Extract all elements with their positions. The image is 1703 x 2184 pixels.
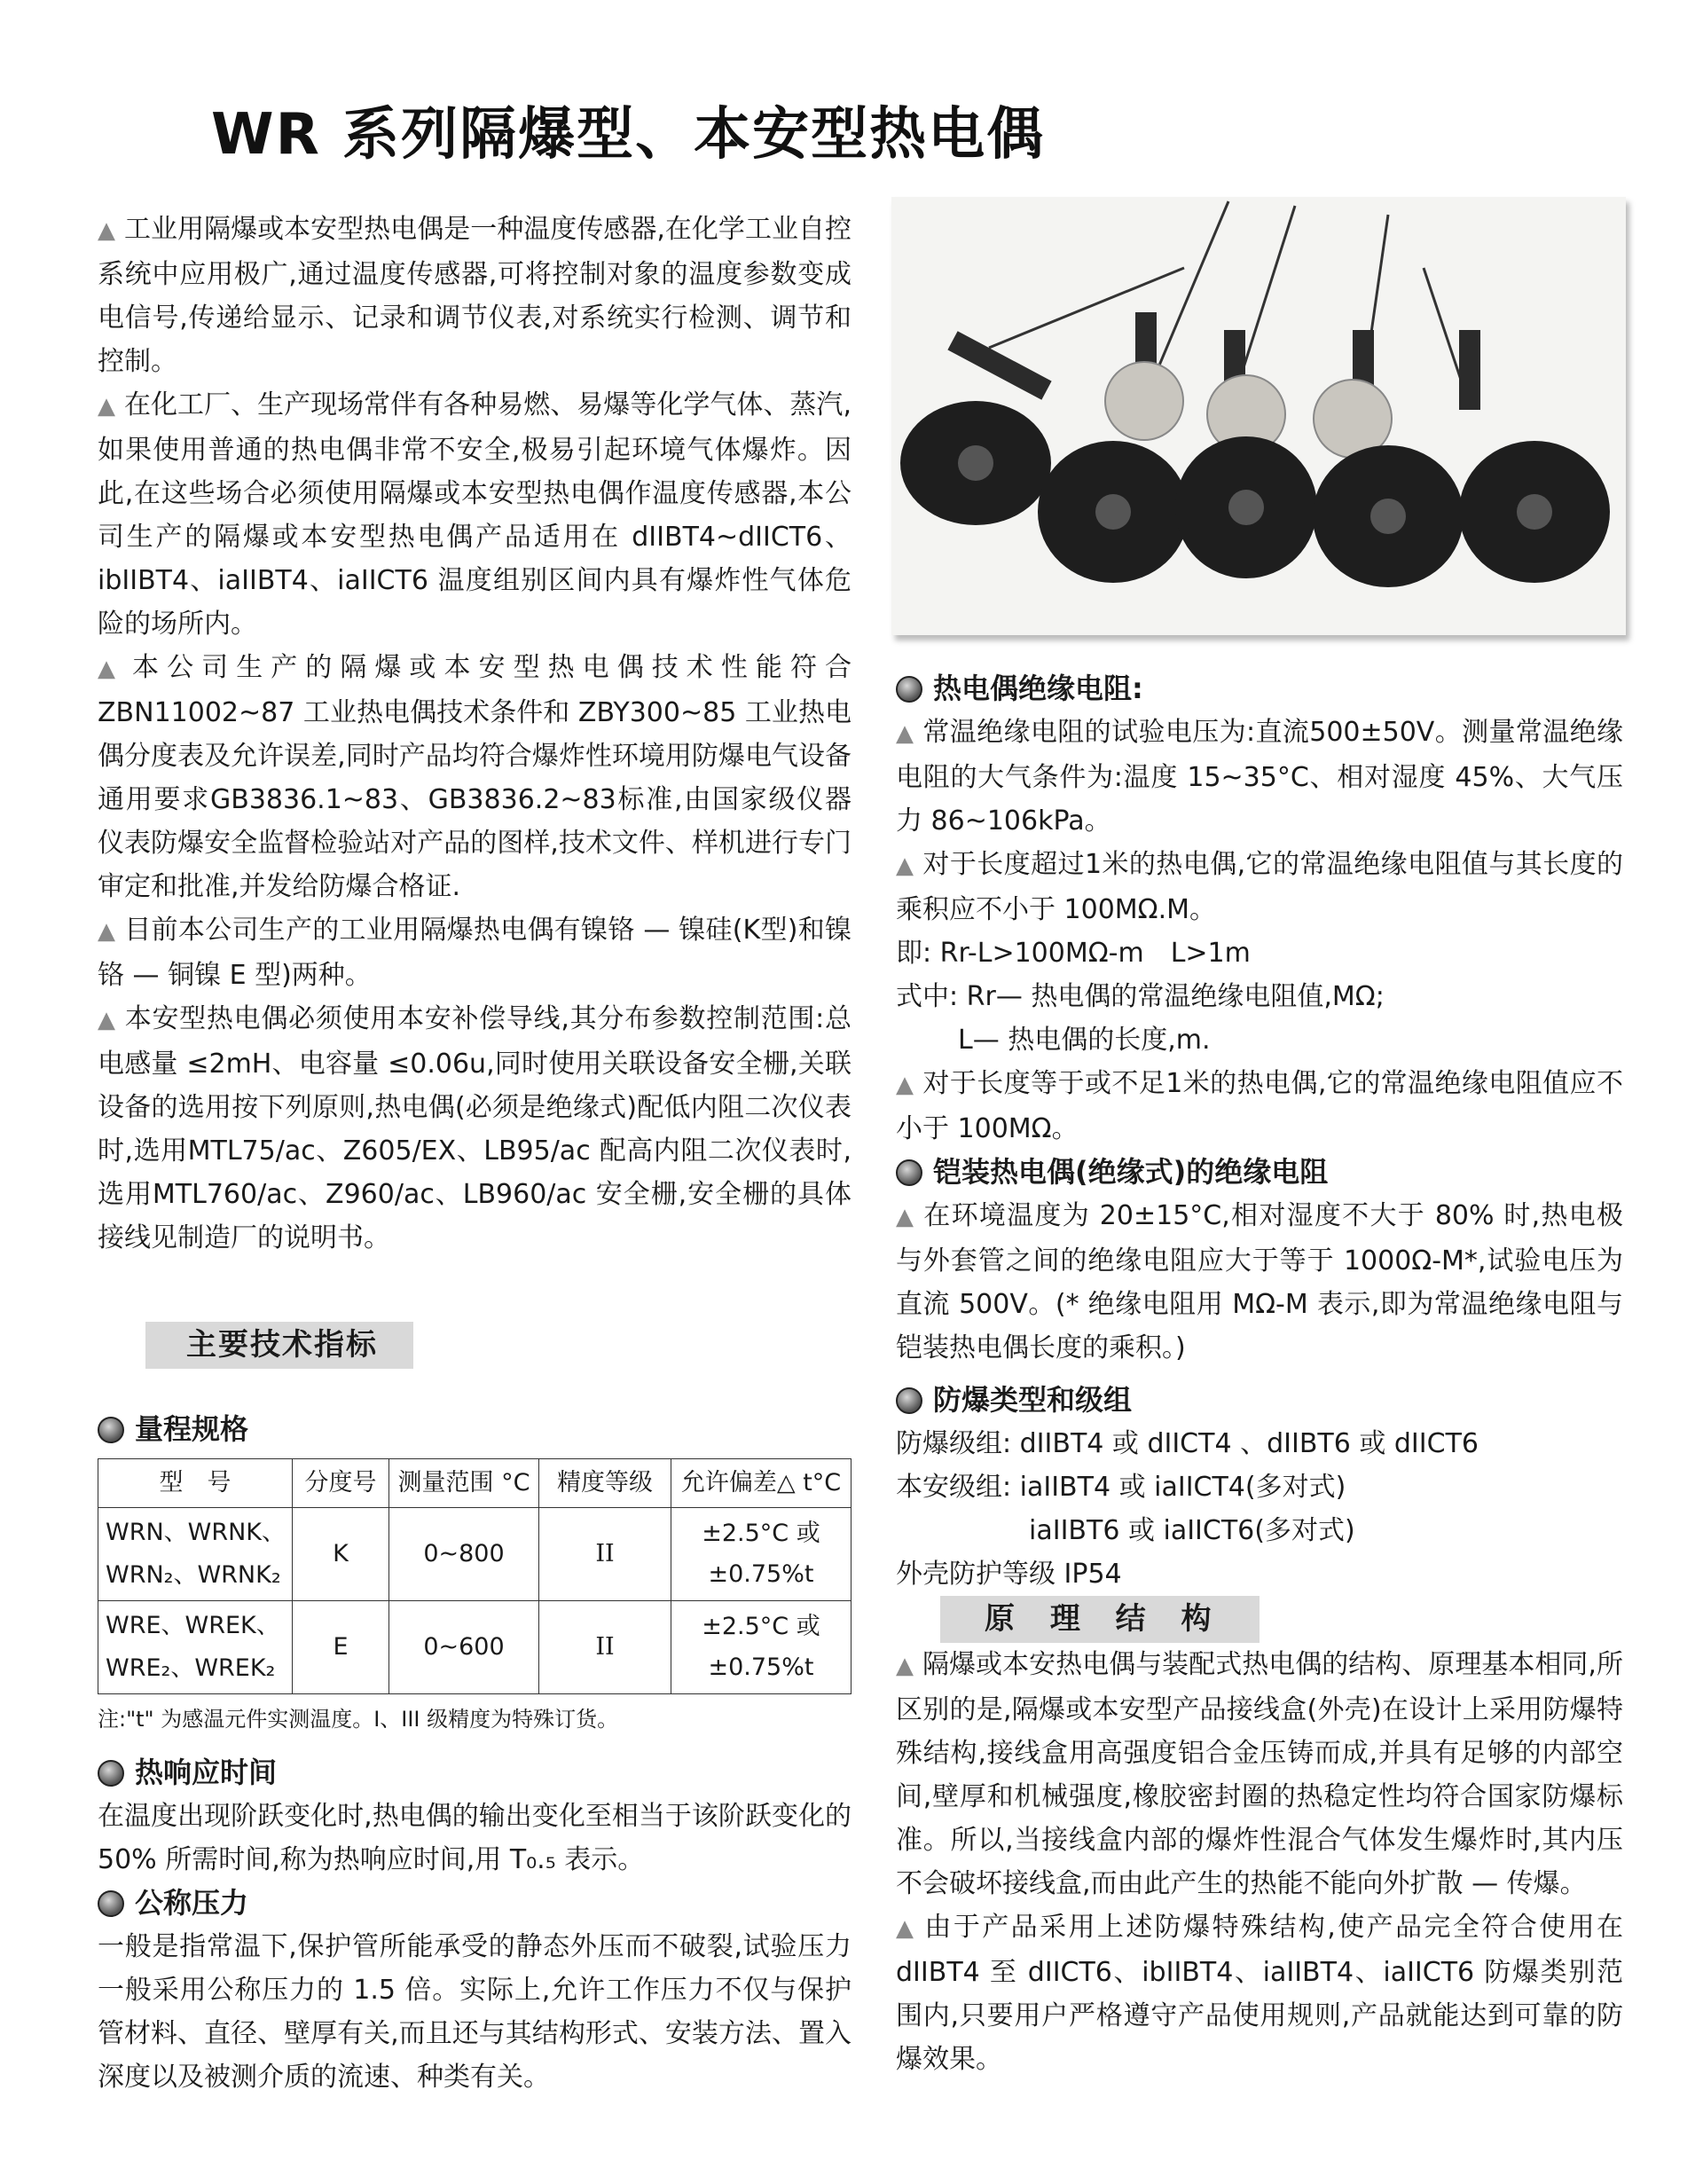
triangle-icon: ▲ bbox=[896, 1204, 915, 1230]
explosion-heading: 防爆类型和级组 bbox=[896, 1379, 1623, 1422]
tolerance-cell: ±2.5°C 或 ±0.75%t bbox=[671, 1601, 852, 1694]
insulation-formula: 即: Rr-L>100MΩ-m L>1m bbox=[896, 938, 1251, 969]
intro-paragraph-3: ▲ 本公司生产的隔爆或本安型热电偶技术性能符合 ZBN11002~87 工业热电偶技术条件和 ZBY300~85 工业热电偶分度表及允许误差,同时产品均符合爆炸性环境用防爆电气设备通用要求GB3836.1~83、GB3836.2~83标准,由国家级仪器仪表防爆安全监督检验站对产品的图样,技术文件、样机进行专门审定和批准,并发给防爆合格证. bbox=[98, 652, 852, 902]
insulation-where-2: L— 热电偶的长度,m. bbox=[958, 1025, 1211, 1056]
tech-section-label: 主要技术指标 bbox=[145, 1322, 413, 1369]
triangle-icon: ▲ bbox=[98, 217, 116, 244]
response-text: 在温度出现阶跃变化时,热电偶的输出变化至相当于该阶跃变化的 50% 所需时间,称为热响应时间,用 T₀.₅ 表示。 bbox=[98, 1801, 852, 1875]
table-row bbox=[98, 1508, 852, 1601]
triangle-icon: ▲ bbox=[896, 720, 914, 747]
explosion-line-4: 外壳防护等级 IP54 bbox=[896, 1559, 1122, 1590]
insulation-where-1: 式中: Rr— 热电偶的常温绝缘电阻值,MΩ; bbox=[896, 981, 1385, 1012]
circle-bullet-icon bbox=[896, 1159, 922, 1186]
pressure-text: 一般是指常温下,保护管所能承受的静态外压而不破裂,试验压力一般采用公称压力的 1.5 倍。实际上,允许工作压力不仅与保护管材料、直径、壁厚有关,而且还与其结构形式、安装方法、置入深度以及被测介质的流速、种类有关。 bbox=[98, 1931, 852, 2093]
structure-p2: ▲ 由于产品采用上述防爆特殊结构,使产品完全符合使用在 dIIBT4 至 dIICT6、ibIIBT4、iaIIBT4、iaIICT6 防爆类别范围内,只要用户严格遵守产品使用规则,产品就能达到可靠的防爆效果。 bbox=[896, 1912, 1623, 2075]
intro-paragraph-4: ▲ 目前本公司生产的工业用隔爆热电偶有镍铬 — 镍硅(K型)和镍铬 — 铜镍 E 型)两种。 bbox=[98, 915, 852, 991]
col-header: 允许偏差△ t°C bbox=[671, 1459, 852, 1508]
structure-p1: ▲ 隔爆或本安热电偶与装配式热电偶的结构、原理基本相同,所区别的是,隔爆或本安型产品接线盒(外壳)在设计上采用防爆特殊结构,接线盒用高强度铝合金压铸而成,并具有足够的内部空间,壁厚和机械强度,橡胶密封圈的热稳定性均符合国家防爆标准。所以,当接线盒内部的爆炸性混合气体发生爆炸时,其内压不会破坏接线盒,而由此产生的热能不能向外扩散 — 传爆。 bbox=[896, 1649, 1623, 1899]
right-column bbox=[896, 667, 1623, 2081]
range-cell: 0~600 bbox=[389, 1601, 539, 1694]
table-row bbox=[98, 1601, 852, 1694]
armored-text: ▲ 在环境温度为 20±15°C,相对湿度不大于 80% 时,热电极与外套管之间的绝缘电阻应大于等于 1000Ω-M*,试验电压为直流 500V。(* 绝缘电阻用 MΩ-M 表示,即为常温绝缘电阻与铠装热电偶长度的乘积。) bbox=[896, 1200, 1623, 1363]
circle-bullet-icon bbox=[98, 1760, 124, 1787]
explosion-line-3: iaIIBT6 或 iaIICT6(多对式) bbox=[1029, 1515, 1355, 1546]
triangle-icon: ▲ bbox=[896, 1653, 914, 1679]
circle-bullet-icon bbox=[98, 1890, 124, 1917]
circle-bullet-icon bbox=[896, 1387, 922, 1414]
model-cell: WRN、WRNK、 WRN₂、WRNK₂ bbox=[98, 1508, 293, 1601]
range-cell: 0~800 bbox=[389, 1508, 539, 1601]
accuracy-cell: II bbox=[539, 1601, 671, 1694]
left-column bbox=[98, 208, 852, 2099]
col-header: 型 号 bbox=[98, 1459, 293, 1508]
grade-cell: K bbox=[293, 1508, 389, 1601]
triangle-icon: ▲ bbox=[896, 1915, 916, 1942]
triangle-icon: ▲ bbox=[896, 1072, 914, 1098]
table-header-row bbox=[98, 1459, 852, 1508]
insulation-p1: ▲ 常温绝缘电阻的试验电压为:直流500±50V。测量常温绝缘电阻的大气条件为:温度 15~35°C、相对湿度 45%、大气压力 86~106kPa。 bbox=[896, 717, 1624, 837]
tolerance-cell: ±2.5°C 或 ±0.75%t bbox=[671, 1508, 852, 1601]
col-header: 分度号 bbox=[293, 1459, 389, 1508]
intro-paragraph-1: ▲ 工业用隔爆或本安型热电偶是一种温度传感器,在化学工业自控系统中应用极广,通过温度传感器,可将控制对象的温度参数变成电信号,传递给显示、记录和调节仪表,对系统实行检测、调节和控制。 bbox=[98, 214, 852, 377]
grade-cell: E bbox=[293, 1601, 389, 1694]
explosion-line-2: 本安级组: iaIIBT4 或 iaIICT4(多对式) bbox=[896, 1472, 1346, 1503]
armored-heading: 铠装热电偶(绝缘式)的绝缘电阻 bbox=[896, 1151, 1623, 1194]
thermocouple-illustration bbox=[891, 197, 1626, 635]
circle-bullet-icon bbox=[98, 1417, 124, 1443]
tech-section-header bbox=[98, 1322, 852, 1369]
table-note: 注:"t" 为感温元件实测温度。I、III 级精度为特殊订货。 bbox=[98, 1707, 619, 1732]
explosion-line-1: 防爆级组: dIIBT4 或 dIICT4 、dIIBT6 或 dIICT6 bbox=[896, 1428, 1479, 1459]
structure-section-label: 原 理 结 构 bbox=[940, 1596, 1260, 1643]
insulation-p3: ▲ 对于长度等于或不足1米的热电偶,它的常温绝缘电阻值应不小于 100MΩ。 bbox=[896, 1068, 1623, 1144]
insulation-heading: 热电偶绝缘电阻: bbox=[896, 667, 1623, 711]
range-table bbox=[98, 1458, 852, 1694]
col-header: 测量范围 °C bbox=[389, 1459, 539, 1508]
page-title: WR 系列隔爆型、本安型热电偶 bbox=[211, 102, 1046, 168]
thermocouple-product-photo bbox=[891, 197, 1626, 635]
intro-paragraph-2: ▲ 在化工厂、生产现场常伴有各种易燃、易爆等化学气体、蒸汽,如果使用普通的热电偶非常不安全,极易引起环境气体爆炸。因此,在这些场合必须使用隔爆或本安型热电偶作温度传感器,本公司生产的隔爆或本安型热电偶产品适用在 dIIBT4~dIICT6、ibIIBT4、iaIIBT4、iaIICT6 温度组别区间内具有爆炸性气体危险的场所内。 bbox=[98, 389, 852, 640]
model-cell: WRE、WREK、 WRE₂、WREK₂ bbox=[98, 1601, 293, 1694]
triangle-icon: ▲ bbox=[896, 852, 914, 879]
triangle-icon: ▲ bbox=[98, 1007, 116, 1033]
triangle-icon: ▲ bbox=[98, 393, 116, 420]
col-header: 精度等级 bbox=[539, 1459, 671, 1508]
range-heading: 量程规格 bbox=[98, 1408, 852, 1451]
response-heading: 热响应时间 bbox=[98, 1751, 852, 1795]
structure-section-header bbox=[896, 1596, 1623, 1643]
triangle-icon: ▲ bbox=[98, 918, 116, 945]
accuracy-cell: II bbox=[539, 1508, 671, 1601]
pressure-heading: 公称压力 bbox=[98, 1882, 852, 1925]
insulation-p2: ▲ 对于长度超过1米的热电偶,它的常温绝缘电阻值与其长度的乘积应不小于 100MΩ.M。 bbox=[896, 849, 1623, 925]
circle-bullet-icon bbox=[896, 676, 922, 703]
triangle-icon: ▲ bbox=[98, 656, 124, 682]
intro-paragraph-5: ▲ 本安型热电偶必须使用本安补偿导线,其分布参数控制范围:总电感量 ≤2mH、电容量 ≤0.06u,同时使用关联设备安全栅,关联设备的选用按下列原则,热电偶(必须是绝缘式)配低内阻二次仪表时,选用MTL75/ac、Z605/EX、LB95/ac 配高内阻二次仪表时,选用MTL760/ac、Z960/ac、LB960/ac 安全栅,安全栅的具体接线见制造厂的说明书。 bbox=[98, 1003, 852, 1253]
